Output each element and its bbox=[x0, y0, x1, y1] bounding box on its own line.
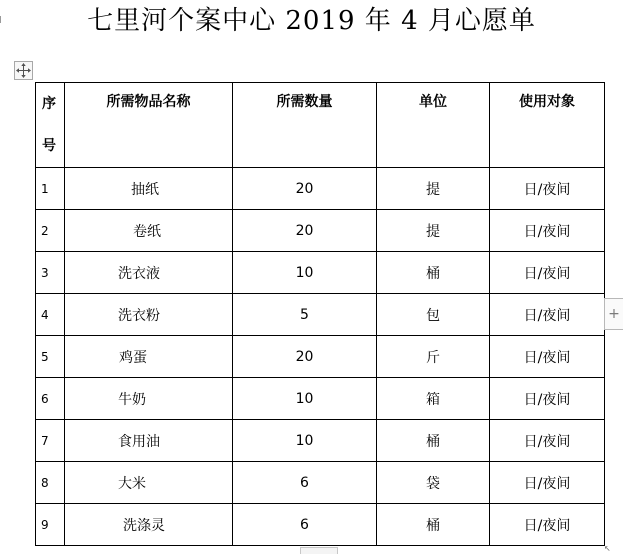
row-seq: 7 bbox=[36, 420, 65, 462]
header-item-name: 所需物品名称 bbox=[65, 83, 233, 168]
add-column-button[interactable] bbox=[604, 298, 623, 330]
header-target: 使用对象 bbox=[490, 83, 605, 168]
row-target: 日/夜间 bbox=[490, 168, 605, 210]
row-unit: 袋 bbox=[377, 462, 490, 504]
row-quantity: 10 bbox=[233, 420, 377, 462]
row-seq: 9 bbox=[36, 504, 65, 546]
row-quantity: 6 bbox=[233, 504, 377, 546]
header-seq-line1: 序 bbox=[42, 96, 56, 112]
row-seq: 3 bbox=[36, 252, 65, 294]
corner-resize-icon[interactable]: ↖ bbox=[604, 544, 611, 553]
row-seq: 6 bbox=[36, 378, 65, 420]
table-row bbox=[36, 294, 605, 336]
row-item-name: 鸡蛋 bbox=[65, 336, 233, 378]
row-target: 日/夜间 bbox=[490, 504, 605, 546]
row-unit: 提 bbox=[377, 168, 490, 210]
row-target: 日/夜间 bbox=[490, 462, 605, 504]
table-row bbox=[36, 210, 605, 252]
row-unit: 斤 bbox=[377, 336, 490, 378]
row-unit: 桶 bbox=[377, 252, 490, 294]
row-seq: 2 bbox=[36, 210, 65, 252]
table-move-handle[interactable] bbox=[14, 61, 33, 80]
row-seq: 5 bbox=[36, 336, 65, 378]
row-item-name: 食用油 bbox=[65, 420, 233, 462]
row-unit: 包 bbox=[377, 294, 490, 336]
plus-icon: + bbox=[608, 306, 620, 322]
row-target: 日/夜间 bbox=[490, 210, 605, 252]
header-unit: 单位 bbox=[377, 83, 490, 168]
row-unit: 箱 bbox=[377, 378, 490, 420]
row-quantity: 20 bbox=[233, 168, 377, 210]
row-target: 日/夜间 bbox=[490, 420, 605, 462]
row-target: 日/夜间 bbox=[490, 336, 605, 378]
add-row-handle[interactable] bbox=[300, 547, 338, 554]
row-quantity: 5 bbox=[233, 294, 377, 336]
row-seq: 1 bbox=[36, 168, 65, 210]
wish-list-table bbox=[35, 82, 605, 546]
row-quantity: 20 bbox=[233, 210, 377, 252]
row-quantity: 10 bbox=[233, 378, 377, 420]
row-quantity: 10 bbox=[233, 252, 377, 294]
row-item-name: 抽纸 bbox=[65, 168, 233, 210]
table-header-row bbox=[36, 83, 605, 168]
table-row bbox=[36, 336, 605, 378]
header-quantity: 所需数量 bbox=[233, 83, 377, 168]
row-item-name: 牛奶 bbox=[65, 378, 233, 420]
row-target: 日/夜间 bbox=[490, 252, 605, 294]
row-item-name: 大米 bbox=[65, 462, 233, 504]
table-row bbox=[36, 420, 605, 462]
table-row bbox=[36, 462, 605, 504]
row-item-name: 卷纸 bbox=[65, 210, 233, 252]
row-item-name: 洗涤灵 bbox=[65, 504, 233, 546]
row-item-name: 洗衣粉 bbox=[65, 294, 233, 336]
row-unit: 桶 bbox=[377, 420, 490, 462]
row-seq: 8 bbox=[36, 462, 65, 504]
row-unit: 提 bbox=[377, 210, 490, 252]
document-title: 七里河个案中心 2019 年 4 月心愿单 bbox=[87, 6, 536, 36]
table-row bbox=[36, 504, 605, 546]
table-row bbox=[36, 378, 605, 420]
row-quantity: 20 bbox=[233, 336, 377, 378]
row-target: 日/夜间 bbox=[490, 294, 605, 336]
row-item-name: 洗衣液 bbox=[65, 252, 233, 294]
header-seq bbox=[36, 83, 65, 168]
move-arrows-icon bbox=[15, 62, 32, 79]
header-seq-line2: 号 bbox=[42, 138, 56, 154]
table-row bbox=[36, 168, 605, 210]
row-target: 日/夜间 bbox=[490, 378, 605, 420]
row-seq: 4 bbox=[36, 294, 65, 336]
table-row bbox=[36, 252, 605, 294]
row-unit: 桶 bbox=[377, 504, 490, 546]
row-quantity: 6 bbox=[233, 462, 377, 504]
